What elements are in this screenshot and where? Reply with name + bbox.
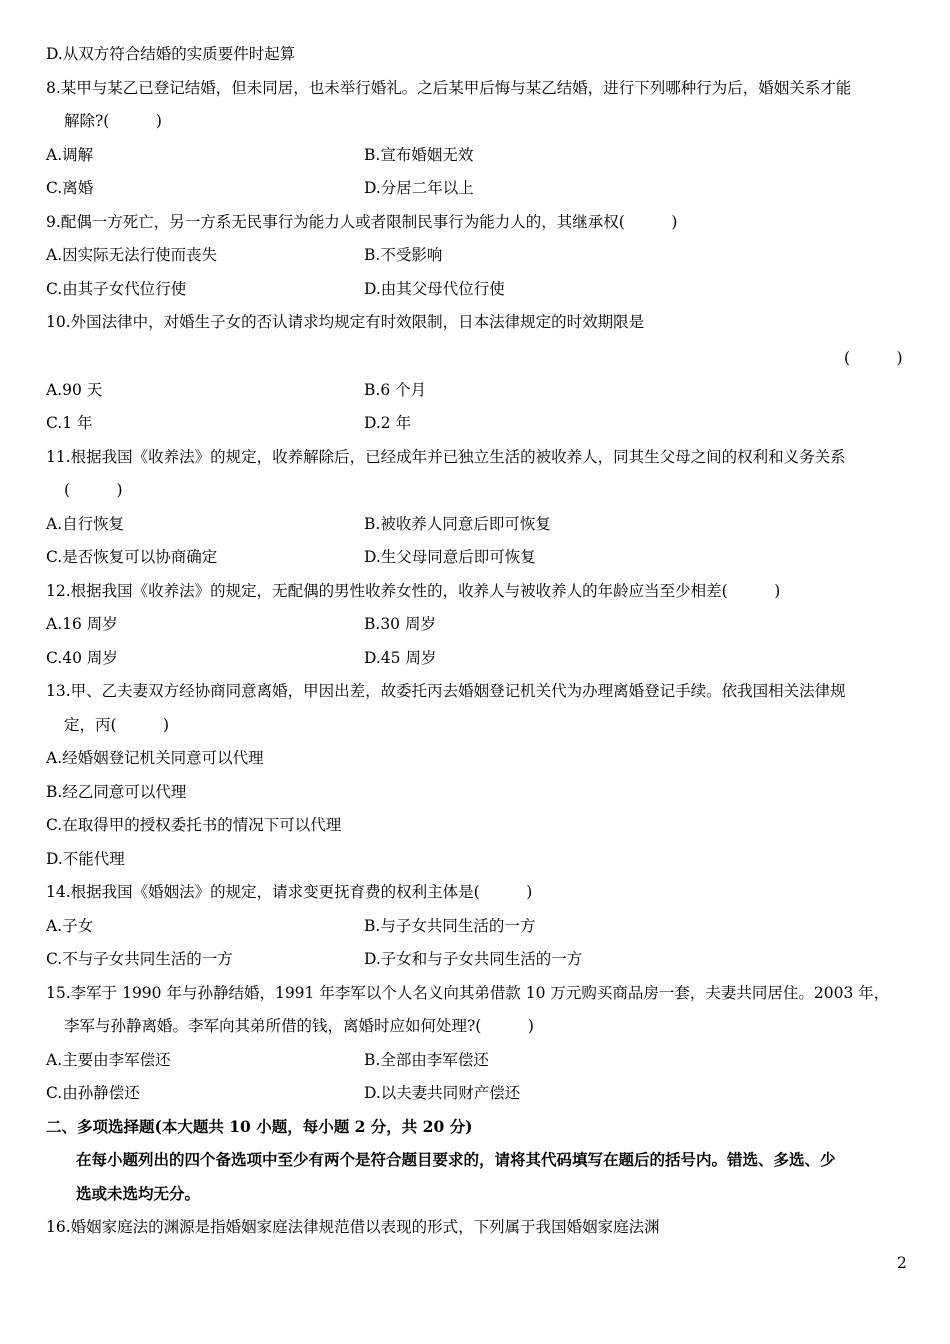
question-8-cont: 解除?( ) — [64, 112, 162, 130]
answer-paren: ( ) — [844, 349, 903, 367]
options-row: A.16 周岁 B.30 周岁 — [46, 615, 436, 633]
options-row: C.由孙静偿还 D.以夫妻共同财产偿还 — [46, 1084, 521, 1102]
question-15: 15.李军于 1990 年与孙静结婚，1991 年李军以个人名义向其弟借款 10 万元购买商品房一套，夫妻共同居住。2003 年， — [46, 984, 890, 1002]
options-row: C.40 周岁 D.45 周岁 — [46, 649, 437, 667]
question-16: 16.婚姻家庭法的渊源是指婚姻家庭法律规范借以表现的形式，下列属于我国婚姻家庭法渊 — [46, 1218, 660, 1236]
options-row: C.是否恢复可以协商确定 D.生父母同意后即可恢复 — [46, 548, 536, 566]
options-row: C.由其子女代位行使 D.由其父母代位行使 — [46, 280, 505, 298]
question-11-cont: ( ) — [64, 481, 123, 499]
question-12: 12.根据我国《收养法》的规定，无配偶的男性收养女性的，收养人与被收养人的年龄应当至少相差( ) — [46, 582, 781, 600]
options-row: C.离婚 D.分居二年以上 — [46, 179, 474, 197]
page-number: 2 — [897, 1254, 907, 1272]
question-14: 14.根据我国《婚姻法》的规定，请求变更抚育费的权利主体是( ) — [46, 883, 533, 901]
options-row: A.主要由李军偿还 B.全部由李军偿还 — [46, 1051, 489, 1069]
option-line: D.从双方符合结婚的实质要件时起算 — [46, 45, 296, 63]
question-11: 11.根据我国《收养法》的规定，收养解除后，已经成年并已独立生活的被收养人，同其生父母之间的权利和义务关系 — [46, 448, 846, 466]
section-instructions-cont: 选或未选均无分。 — [76, 1184, 201, 1203]
option-line: C.在取得甲的授权委托书的情况下可以代理 — [46, 816, 342, 834]
option-line: D.不能代理 — [46, 850, 125, 868]
question-13: 13.甲、乙夫妻双方经协商同意离婚，甲因出差，故委托丙去婚姻登记机关代为办理离婚登记手续。依我国相关法律规 — [46, 682, 846, 700]
section-instructions: 在每小题列出的四个备选项中至少有两个是符合题目要求的，请将其代码填写在题后的括号内。错选、多选、少 — [76, 1150, 836, 1169]
option-line: A.经婚姻登记机关同意可以代理 — [46, 749, 264, 767]
options-row: C.1 年 D.2 年 — [46, 414, 412, 432]
section-heading: 二、多项选择题(本大题共 10 小题，每小题 2 分，共 20 分) — [46, 1117, 473, 1136]
question-9: 9.配偶一方死亡，另一方系无民事行为能力人或者限制民事行为能力人的，其继承权( ) — [46, 213, 678, 231]
question-13-cont: 定，丙( ) — [64, 716, 170, 734]
options-row: A.调解 B.宣布婚姻无效 — [46, 146, 474, 164]
options-row: C.不与子女共同生活的一方 D.子女和与子女共同生活的一方 — [46, 950, 583, 968]
question-8: 8.某甲与某乙已登记结婚，但未同居，也未举行婚礼。之后某甲后悔与某乙结婚，进行下列哪种行为后，婚姻关系才能 — [46, 79, 852, 97]
options-row: A.子女 B.与子女共同生活的一方 — [46, 917, 536, 935]
options-row: A.因实际无法行使而丧失 B.不受影响 — [46, 246, 443, 264]
options-row: A.自行恢复 B.被收养人同意后即可恢复 — [46, 515, 551, 533]
options-row: A.90 天 B.6 个月 — [46, 381, 427, 399]
option-line: B.经乙同意可以代理 — [46, 783, 187, 801]
question-15-cont: 李军与孙静离婚。李军向其弟所借的钱，离婚时应如何处理?( ) — [64, 1017, 534, 1035]
question-10: 10.外国法律中，对婚生子女的否认请求均规定有时效限制，日本法律规定的时效期限是 — [46, 313, 645, 331]
